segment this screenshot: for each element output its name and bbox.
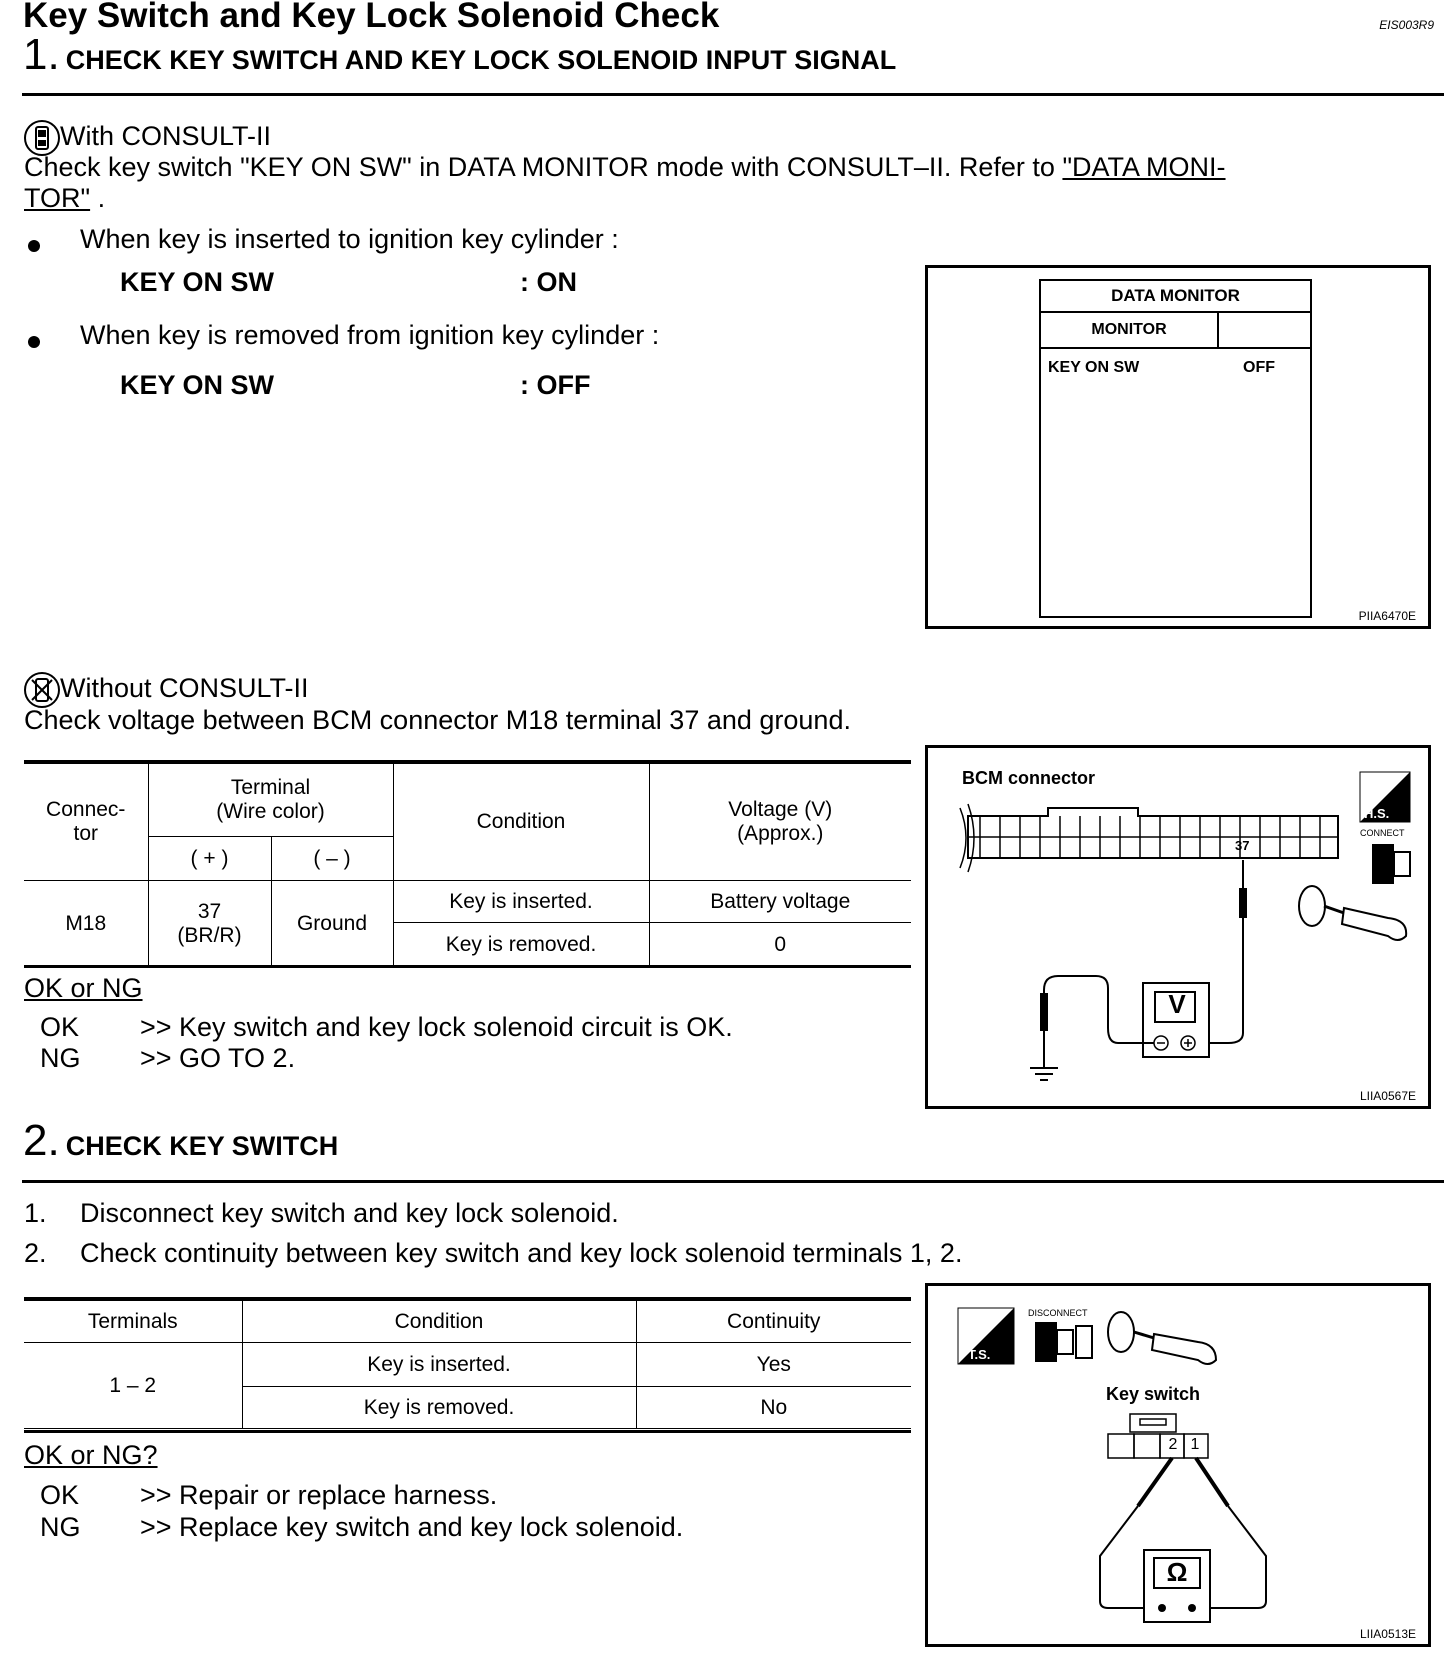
- page-title: Key Switch and Key Lock Solenoid Check: [23, 0, 720, 35]
- with-consult-text: Check key switch "KEY ON SW" in DATA MONITOR mode with CONSULT–II. Refer to "DATA MONI-: [24, 152, 1226, 182]
- monitor-column-header: MONITOR: [1041, 313, 1219, 349]
- step-2-heading: [23, 1116, 338, 1166]
- ohmmeter-icon: Ω: [1166, 1557, 1188, 1587]
- col-header-connector: Connec- tor: [24, 764, 148, 881]
- cell-condition: Key is removed.: [393, 923, 649, 967]
- bcm-wiring-diagram: [928, 748, 1428, 1106]
- key-on-sw-label: KEY ON SW: [120, 370, 275, 400]
- key-switch-label: Key switch: [1106, 1384, 1201, 1404]
- step-1-number: 1.: [23, 30, 60, 79]
- ok-ng-heading: OK or NG?: [24, 1440, 158, 1470]
- table-row: [24, 1343, 911, 1387]
- cell-voltage: 0: [649, 923, 911, 967]
- pin-2-label: 2: [1168, 1436, 1178, 1453]
- pin-1-label: 1: [1190, 1436, 1200, 1453]
- disconnect-label: DISCONNECT: [1028, 1308, 1088, 1318]
- cell-terminal: 37 (BR/R): [148, 881, 271, 967]
- ng-text: >> GO TO 2.: [140, 1043, 296, 1073]
- step-2-item-text: Disconnect key switch and key lock solenoid.: [80, 1198, 619, 1228]
- cell-connector: M18: [24, 881, 148, 967]
- data-monitor-link-cont[interactable]: TOR": [24, 183, 91, 213]
- figure-code: LIIA0513E: [1359, 1627, 1416, 1641]
- step-2-item-num: 2.: [24, 1238, 47, 1268]
- bullet-removed-text: When key is removed from ignition key cylinder :: [80, 320, 660, 350]
- step-1-rule: [22, 93, 1444, 96]
- bullet-icon: [28, 336, 40, 348]
- key-switch-diagram: [928, 1286, 1428, 1644]
- data-monitor-link[interactable]: "DATA MONI-: [1062, 152, 1226, 182]
- pin-37-label: 37: [1235, 838, 1250, 853]
- value-column-header: [1219, 313, 1310, 349]
- with-consult-text-cont: TOR" .: [24, 183, 106, 213]
- ng-text: >> Replace key switch and key lock solenoid.: [140, 1512, 684, 1542]
- cell-continuity: No: [636, 1387, 911, 1429]
- monitor-item: KEY ON SW: [1048, 359, 1140, 376]
- table-bottom-rule: [24, 1430, 911, 1433]
- col-header-minus: ( – ): [271, 837, 393, 881]
- consult-icon: [24, 120, 60, 156]
- monitor-value: OFF: [1243, 359, 1275, 376]
- cell-condition: Key is inserted.: [242, 1343, 636, 1387]
- ok-label: OK: [40, 1480, 80, 1510]
- bullet-inserted-text: When key is inserted to ignition key cylinder :: [80, 224, 619, 254]
- step-1-heading: [23, 30, 896, 80]
- ok-label: OK: [40, 1012, 80, 1042]
- col-header-condition: Condition: [242, 1301, 636, 1343]
- key-on-sw-value-on: : ON: [520, 267, 577, 297]
- col-header-terminal: Terminal (Wire color): [148, 764, 393, 837]
- hs-badge: H.S.: [1364, 806, 1390, 821]
- ng-label: NG: [40, 1512, 81, 1542]
- ok-text: >> Key switch and key lock solenoid circuit is OK.: [140, 1012, 733, 1042]
- without-consult-text: Check voltage between BCM connector M18 terminal 37 and ground.: [24, 705, 851, 735]
- bcm-connector-label: BCM connector: [962, 768, 1096, 788]
- step-2-item-text: Check continuity between key switch and key lock solenoid terminals 1, 2.: [80, 1238, 963, 1268]
- data-monitor-header: DATA MONITOR: [1041, 281, 1310, 313]
- data-monitor-figure: [925, 265, 1431, 629]
- consult-screen: [1039, 279, 1312, 618]
- step-2-item-num: 1.: [24, 1198, 47, 1228]
- col-header-voltage: Voltage (V) (Approx.): [649, 764, 911, 881]
- table-row: [24, 881, 911, 923]
- ok-text: >> Repair or replace harness.: [140, 1480, 498, 1510]
- cell-ground: Ground: [271, 881, 393, 967]
- key-on-sw-value-off: : OFF: [520, 370, 591, 400]
- cell-terminals: 1 – 2: [24, 1343, 242, 1429]
- document-code: EIS003R9: [1379, 18, 1434, 32]
- col-header-condition: Condition: [393, 764, 649, 881]
- cell-condition: Key is inserted.: [393, 881, 649, 923]
- ng-label: NG: [40, 1043, 81, 1073]
- table-bottom-rule: [24, 965, 911, 968]
- connect-label: CONNECT: [1360, 828, 1405, 838]
- with-consult-heading: With CONSULT-II: [24, 120, 271, 156]
- cell-condition: Key is removed.: [242, 1387, 636, 1429]
- ok-ng-heading: OK or NG: [24, 973, 143, 1003]
- voltage-table: [24, 763, 911, 967]
- no-consult-icon: [24, 672, 60, 708]
- step-2-title: CHECK KEY SWITCH: [65, 1131, 339, 1161]
- without-consult-heading: Without CONSULT-II: [24, 672, 309, 708]
- step-1-title: CHECK KEY SWITCH AND KEY LOCK SOLENOID INPUT SIGNAL: [65, 45, 897, 75]
- voltmeter-icon: V: [1168, 989, 1186, 1019]
- cell-continuity: Yes: [636, 1343, 911, 1387]
- step-2-number: 2.: [23, 1116, 60, 1165]
- figure-code: LIIA0567E: [1359, 1089, 1416, 1103]
- col-header-plus: ( + ): [148, 837, 271, 881]
- ts-badge: T.S.: [968, 1347, 991, 1362]
- key-switch-figure: [925, 1283, 1431, 1647]
- col-header-terminals: Terminals: [24, 1301, 242, 1343]
- cell-voltage: Battery voltage: [649, 881, 911, 923]
- bcm-connector-figure: [925, 745, 1431, 1109]
- key-on-sw-label: KEY ON SW: [120, 267, 275, 297]
- bullet-icon: [28, 240, 40, 252]
- figure-code: PIIA6470E: [1358, 609, 1416, 623]
- continuity-table: [24, 1300, 911, 1429]
- step-2-rule: [22, 1180, 1444, 1183]
- col-header-continuity: Continuity: [636, 1301, 911, 1343]
